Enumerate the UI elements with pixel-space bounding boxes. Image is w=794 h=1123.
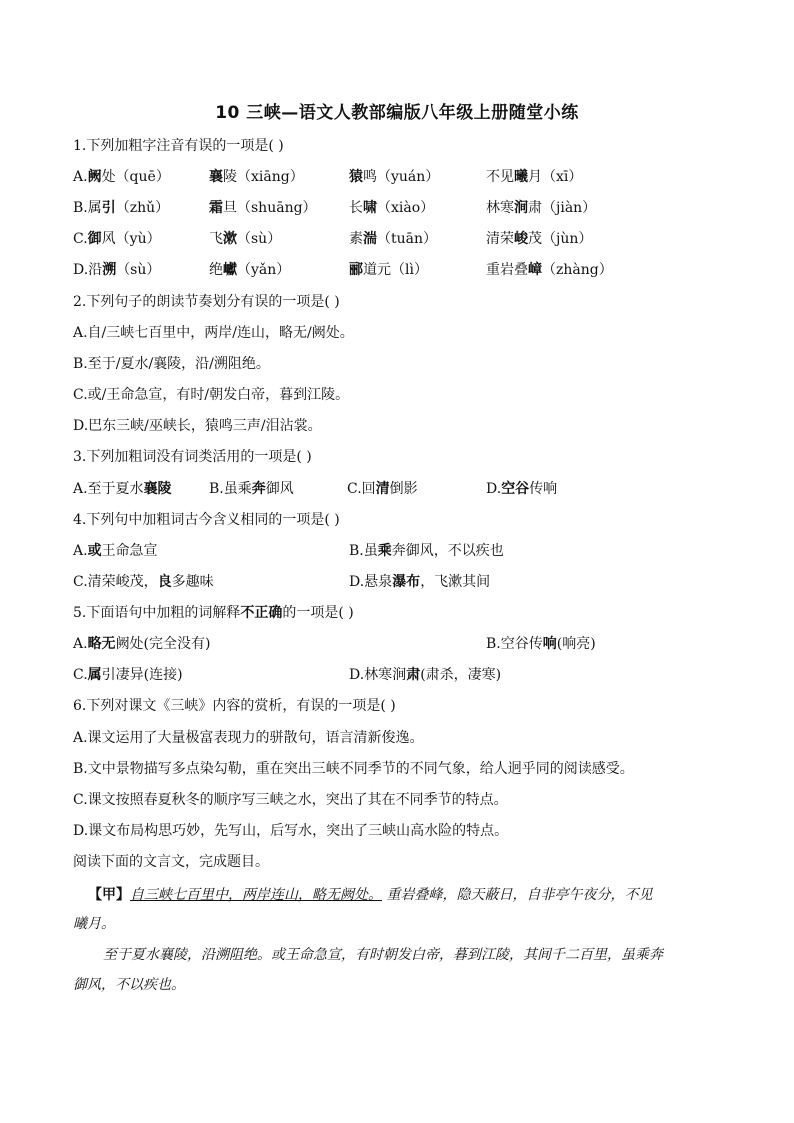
question-3-stem: 3.下列加粗词没有词类活用的一项是( ) — [73, 449, 312, 465]
page-title: 10 三峡—语文人教部编版八年级上册随堂小练 — [215, 103, 579, 123]
q1-option-item: A.阙处（quē） — [73, 169, 170, 185]
q3-option-a: A.至于夏水襄陵 — [73, 481, 172, 497]
q1-option-row — [73, 260, 733, 280]
question-1-stem: 1.下列加粗字注音有误的一项是( ) — [73, 138, 284, 154]
q3-option-d: D.空谷传响 — [486, 481, 558, 497]
q1-option-item: 长啸（xiào） — [349, 200, 435, 216]
q1-option-item: 霜旦（shuāng） — [209, 200, 317, 216]
q5-option-b: B.空谷传响(响亮) — [486, 636, 596, 652]
q2-option-a: A.自/三峡七百里中，两岸/连山，略无/阙处。 — [73, 325, 354, 341]
q6-option-b: B.文中景物描写多点染勾勒，重在突出三峡不同季节的不同气象，给人迥乎同的阅读感受。 — [73, 761, 634, 777]
q1-option-item: 飞漱（sù） — [209, 231, 282, 247]
q1-option-row — [73, 229, 733, 249]
q1-option-item: 重岩叠嶂（zhàng） — [486, 262, 613, 278]
passage-paragraph-1: 【甲】自三峡七百里中，两岸连山，略无阙处。 重岩叠峰，隐天蔽日，自非亭午夜分，不见 — [88, 887, 653, 903]
passage-paragraph-2: 至于夏水襄陵，沿溯阻绝。或王命急宣，有时朝发白帝，暮到江陵，其间千二百里，虽乘奔 — [103, 947, 663, 963]
q6-option-a: A.课文运用了大量极富表现力的骈散句，语言清新俊逸。 — [73, 730, 424, 746]
q1-option-item: B.属引（zhǔ） — [73, 200, 170, 216]
q3-option-b: B.虽乘奔御风 — [209, 481, 294, 497]
q4-option-b: B.虽乘奔御风，不以疾也 — [349, 543, 504, 559]
q1-option-item: 不见曦月（xī） — [486, 169, 583, 185]
q4-options-row1 — [73, 541, 733, 561]
question-4-stem: 4.下列句中加粗词古今含义相同的一项是( ) — [73, 512, 340, 528]
q1-option-row — [73, 198, 733, 218]
q1-option-item: C.御风（yù） — [73, 231, 161, 247]
q1-option-item: 素湍（tuān） — [349, 231, 438, 247]
q5-option-a: A.略无阙处(完全没有) — [73, 636, 211, 652]
q3-option-c: C.回清倒影 — [347, 481, 418, 497]
reading-intro: 阅读下面的文言文，完成题目。 — [73, 854, 269, 870]
q5-option-c: C.属引凄异(连接) — [73, 667, 183, 683]
q5-options-row1 — [73, 634, 733, 654]
q4-option-c: C.清荣峻茂，良多趣味 — [73, 574, 214, 590]
question-6-stem: 6.下列对课文《三峡》内容的赏析，有误的一项是( ) — [73, 698, 396, 714]
q4-option-a: A.或王命急宣 — [73, 543, 158, 559]
q1-option-item: 林寒涧肃（jiàn） — [486, 200, 597, 216]
q5-option-d: D.林寒涧肃(肃杀，凄寒) — [349, 667, 502, 683]
question-2-stem: 2.下列句子的朗读节奏划分有误的一项是( ) — [73, 294, 340, 310]
q1-option-item: D.沿溯（sù） — [73, 262, 161, 278]
q2-option-c: C.或/王命急宣，有时/朝发白帝，暮到江陵。 — [73, 387, 350, 403]
q1-option-item: 襄陵（xiāng） — [209, 169, 304, 185]
q4-option-d: D.悬泉瀑布，飞漱其间 — [349, 574, 491, 590]
q5-options-row2 — [73, 665, 733, 685]
passage-underlined-sentence: 自三峡七百里中，两岸连山，略无阙处。 — [130, 887, 382, 903]
q2-option-d: D.巴东三峡/巫峡长，猿鸣三声/泪沾裳。 — [73, 418, 322, 434]
q3-options — [73, 479, 733, 499]
passage-paragraph-2-cont: 御风，不以疾也。 — [73, 977, 185, 993]
q6-option-d: D.课文布局构思巧妙，先写山，后写水，突出了三峡山高水险的特点。 — [73, 823, 509, 839]
q1-option-item: 郦道元（lì） — [349, 262, 428, 278]
q1-option-item: 猿鸣（yuán） — [349, 169, 440, 185]
q1-option-item: 绝巘（yǎn） — [209, 262, 291, 278]
q2-option-b: B.至于/夏水/襄陵，沿/溯阻绝。 — [73, 356, 270, 372]
q4-options-row2 — [73, 572, 733, 592]
question-5-stem: 5.下面语句中加粗的词解释不正确的一项是( ) — [73, 605, 354, 621]
q1-option-row — [73, 167, 733, 187]
q6-option-c: C.课文按照春夏秋冬的顺序写三峡之水，突出了其在不同季节的特点。 — [73, 792, 508, 808]
passage-paragraph-1-cont: 曦月。 — [73, 916, 115, 932]
passage-tag: 【甲】 — [88, 887, 130, 903]
q1-option-item: 清荣峻茂（jùn） — [486, 231, 593, 247]
